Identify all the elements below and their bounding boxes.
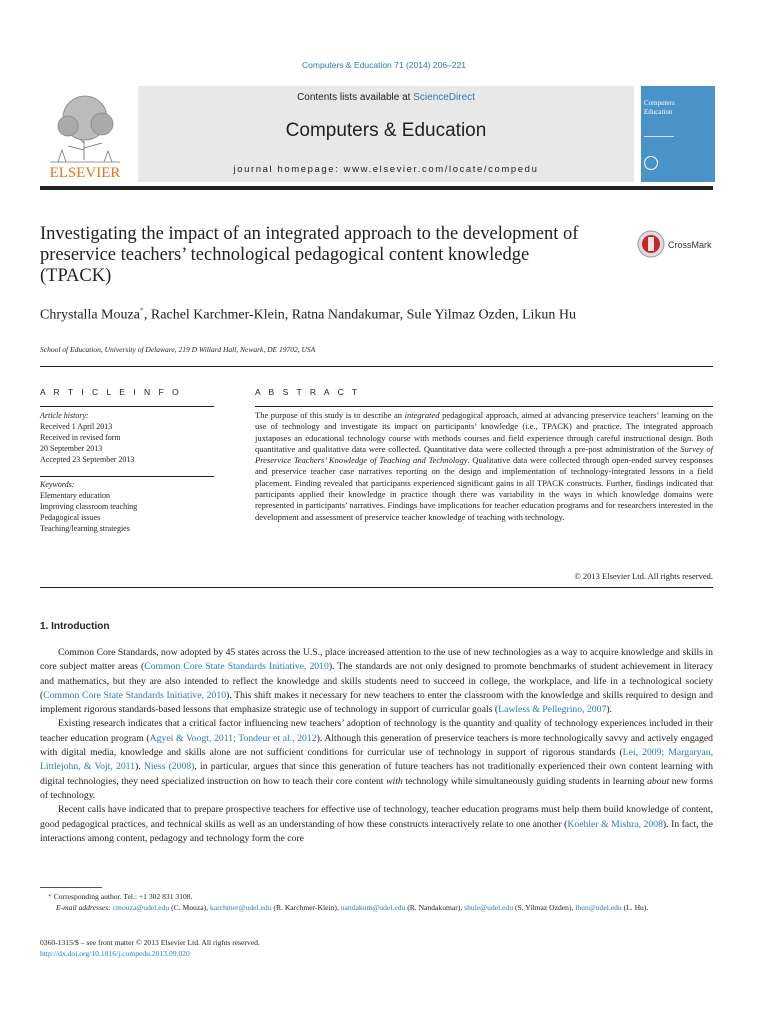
author-first: Chrystalla Mouza: [40, 307, 140, 323]
email-link[interactable]: nandakum@udel.edu: [340, 903, 406, 912]
abstract-body: The purpose of this study is to describe an integrated pedagogical approach, aimed at advancing preservice teachers’ learning on the use of technology and investigate its impact on participants’ knowledge (i.e., TPACK) and practice. The integrated approach juxtaposes an educational technology course with methods courses and field experience through careful instructional design. Both quantitative and qualitative data were collected. Quantitative data were collected through a pre-post administration of the Survey of Preservice Teachers’ Knowledge of Teaching and Technology. Qualitative data were collected through open-ended survey responses and preservice teacher case narratives reporting on the design and implementation of technology-integrated lessons in a field placement. Finding revealed that participants experienced significant gains in all TPACK constructs. Further, findings indicated that participants applied their knowledge in practice though there was variability in the ways in which knowledge domains were represented in participants’ narratives. Findings have implications for teacher education programs and for researchers interested in the development and assessment of preservice teacher knowledge of teaching with technology.: [255, 410, 713, 522]
paragraph-text: ). In fact, the interactions among content, pedagogy and technology form the core: [40, 818, 713, 844]
citation-link[interactable]: Koehler & Mishra, 2008: [567, 818, 663, 830]
journal-citation[interactable]: Computers & Education 71 (2014) 206–221: [302, 60, 466, 70]
footnotes: [40, 891, 713, 913]
paragraph-text: ). This shift makes it necessary for new teachers to enter the classroom with the knowledge and skills required to design and implement rigorous standards-based lessons that emphasize strategic use of technology in support of curricular goals (: [40, 689, 713, 716]
copyright: © 2013 Elsevier Ltd. All rights reserved.: [574, 571, 713, 581]
contents-line: [138, 92, 634, 103]
paragraph-text: ).: [606, 704, 612, 716]
issn-line: 0360-1315/$ – see front matter © 2013 Elsevier Ltd. All rights reserved.: [40, 938, 260, 947]
crossmark-label: CrossMark: [668, 240, 712, 250]
paragraph-text: Common Core Standards, now adopted by 45 states across the U.S., place increased attention to the use of new technologies as a way to acquire knowledge and skills in core subject matter areas (: [40, 647, 713, 673]
section-heading-introduction: 1. Introduction: [40, 621, 110, 632]
article-title: Investigating the impact of an integrated approach to the development of preservice teachers’ technological pedagogical content knowledge (TPACK): [40, 224, 579, 286]
paragraph-text: new forms of technology.: [40, 775, 713, 801]
cover-seal-icon: [644, 156, 658, 170]
email-link[interactable]: cmouza@udel.edu: [112, 903, 170, 912]
email-owner: (R. Nandakumar),: [405, 903, 465, 912]
history-item: Accepted 23 September 2013: [40, 455, 135, 464]
email-owner: (L. Hu).: [621, 903, 649, 912]
journal-title: Computers & Education: [285, 120, 487, 141]
paragraph-text: technology while simultaneously guiding students in learning: [402, 775, 648, 787]
history-item: Received in revised form: [40, 433, 121, 442]
emphasis-text: with: [386, 775, 403, 787]
affiliation-rule: [40, 366, 713, 367]
keyword-item: Teaching/learning strategies: [40, 524, 130, 533]
introduction-body: [40, 646, 713, 846]
email-owner: (S. Yilmaz Ozden),: [513, 903, 576, 912]
citation-link[interactable]: Niess (2008): [143, 761, 195, 773]
journal-cover-image: [641, 86, 715, 182]
affiliation: School of Education, University of Delaware, 219 D Willard Hall, Newark, DE 19702, USA: [40, 345, 316, 354]
front-matter: [40, 937, 713, 959]
cover-title-line1: Computers: [644, 99, 675, 107]
paragraph-text: ).: [135, 761, 144, 773]
keyword-item: Elementary education: [40, 491, 110, 500]
citation-link[interactable]: Agyei & Voogt, 2011; Tondeur et al., 2012: [149, 732, 317, 744]
elsevier-tree-icon: [40, 88, 130, 180]
sciencedirect-link[interactable]: ScienceDirect: [413, 92, 475, 103]
email-addresses: [40, 902, 713, 913]
intro-paragraph-1: [40, 646, 713, 717]
citation-link[interactable]: Common Core State Standards Initiative, 2010: [43, 689, 227, 701]
authors-rest: , Rachel Karchmer-Klein, Ratna Nandakumar, Sule Yilmaz Ozden, Likun Hu: [143, 307, 577, 323]
article-info-rule: [40, 406, 214, 407]
header-rule: [40, 186, 713, 190]
paragraph-text: , in particular, argues that since this generation of future teachers has not traditionally experienced their own content learning with digital technologies, they need specialized instruction on how to teach their core content: [40, 761, 713, 787]
paragraph-text: ). The standards are not only designed to promote benchmarks of student achievement in literacy and mathematics, but they are also intended to reflect the knowledge and skills students need to succeed in college, the workplace, and life in a technological society (: [40, 661, 713, 701]
intro-paragraph-3: [40, 803, 713, 846]
keyword-item: Pedagogical issues: [40, 513, 101, 522]
contents-prefix: Contents lists available at: [297, 92, 414, 103]
intro-paragraph-2: [40, 717, 713, 803]
email-link[interactable]: shule@udel.edu: [464, 903, 514, 912]
history-label: Article history:: [40, 411, 89, 420]
corresponding-author-mark[interactable]: *: [139, 306, 144, 315]
keyword-item: Improving classroom teaching: [40, 502, 138, 511]
cover-title-line2: Education: [644, 108, 673, 116]
email-link[interactable]: karchmer@udel.edu: [209, 903, 272, 912]
history-item: Received 1 April 2013: [40, 422, 113, 431]
emphasis-text: about: [647, 775, 670, 787]
citation-link[interactable]: Lawless & Pellegrino, 2007: [498, 704, 607, 716]
keywords: [40, 479, 214, 534]
elsevier-wordmark: ELSEVIER: [49, 165, 121, 180]
abstract-end-rule: [40, 587, 713, 588]
paragraph-text: Existing research indicates that a critical factor influencing new teachers’ adoption of technology is the quantity and quality of technology experiences included in their teacher education program (: [40, 718, 713, 744]
keywords-rule: [40, 476, 214, 477]
author-list: [40, 301, 610, 325]
corresponding-mark[interactable]: *: [48, 892, 52, 901]
crossmark-icon: [637, 228, 717, 260]
keywords-label: Keywords:: [40, 480, 75, 489]
paragraph-text: ). Although this generation of preservice teachers is more technologically savvy and actively engaged with digital media, knowledge and skills alone are not sufficient conditions for curricular use of technology in support of rigorous standards (: [40, 732, 713, 759]
journal-homepage[interactable]: journal homepage: www.elsevier.com/locate/compedu: [233, 164, 539, 175]
article-info-heading: A R T I C L E I N F O: [40, 387, 182, 397]
corresponding-author: Corresponding author. Tel.: +1 302 831 3108.: [51, 892, 193, 901]
crossmark-button[interactable]: [637, 228, 717, 260]
email-link[interactable]: lhun@udel.edu: [575, 903, 622, 912]
article-history: [40, 410, 214, 465]
paragraph-text: Recent calls have indicated that to prepare prospective teachers for effective use of technology, teacher education programs must help them build knowledge of content, good pedagogical practices, and technical skills as well as an understanding of how these constructs interactively relate to one another (: [40, 804, 713, 830]
abstract-heading: A B S T R A C T: [255, 387, 361, 397]
footnote-rule: [40, 887, 102, 888]
email-owner: (R. Karchmer-Klein),: [271, 903, 341, 912]
email-label: E-mail addresses:: [56, 903, 111, 912]
email-owner: (C. Mouza),: [169, 903, 210, 912]
citation-link[interactable]: Common Core State Standards Initiative, 2010: [144, 661, 329, 673]
abstract-rule: [255, 406, 713, 407]
history-item: 20 September 2013: [40, 444, 103, 453]
elsevier-logo: [40, 88, 130, 180]
citation-link[interactable]: Lei, 2009; Margaryan, Littlejohn, & Vojt, 2011: [40, 747, 713, 773]
doi-link[interactable]: http://dx.doi.org/10.1016/j.compedu.2013.09.020: [40, 949, 190, 958]
